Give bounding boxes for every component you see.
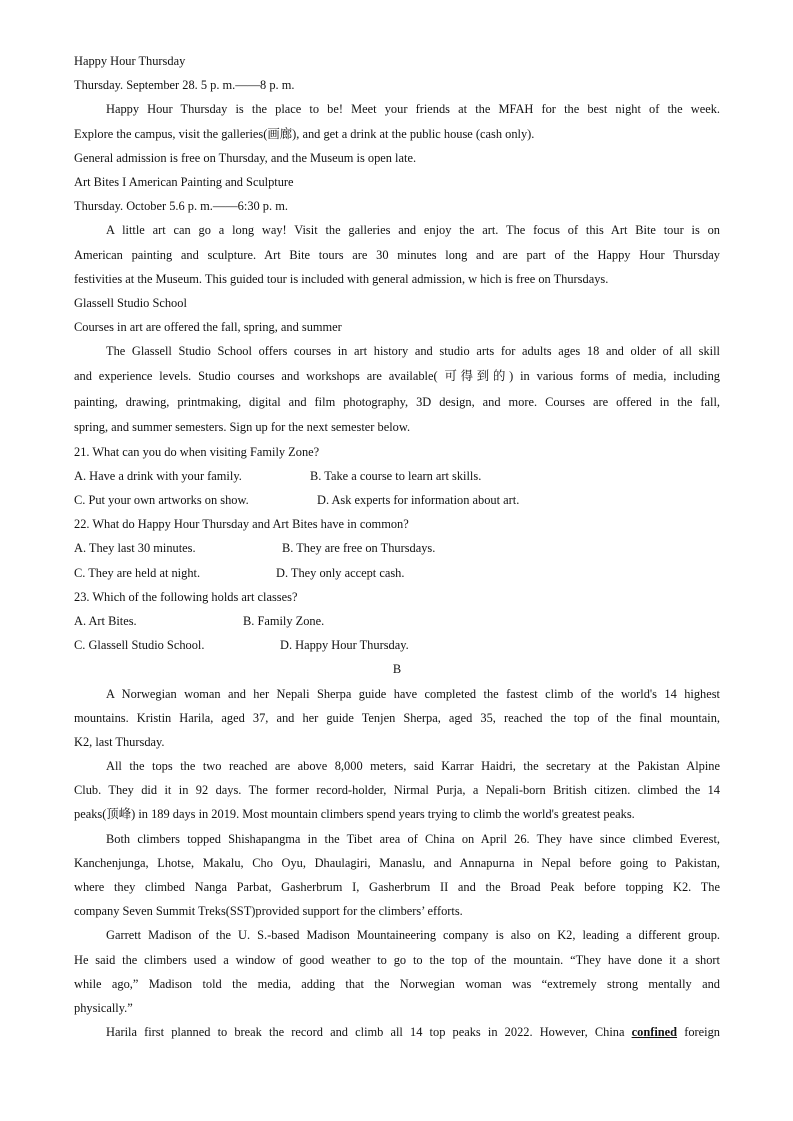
paragraph-line: Kanchenjunga, Lhotse, Makalu, Cho Oyu, Dhaulagiri, Manaslu, and Annapurna in Nepal before going to Pakistan,	[74, 855, 720, 870]
question-21-stem: 21. What can you do when visiting Family Zone?	[74, 444, 320, 459]
paragraph-line: A little art can go a long way! Visit the galleries and enjoy the art. The focus of this Art Bite tour is on	[106, 223, 720, 238]
question-23-options-row-1	[74, 609, 720, 633]
paragraph-line: and experience levels. Studio courses and workshops are available( 可得到的) in various forms of media, including	[74, 369, 720, 384]
question-21-option-d: D. Ask experts for information about art.	[317, 493, 520, 507]
event-time-happy-hour: Thursday. September 28. 5 p. m.——8 p. m.	[74, 78, 295, 93]
section-b-heading: B	[392, 662, 402, 677]
paragraph-line-with-keyword	[74, 1020, 720, 1044]
paragraph-line: where they climbed Nanga Parbat, Gasherbrum I, Gasherbrum II and the Broad Peak before topping K2. The	[74, 880, 720, 894]
paragraph-line: physically.”	[74, 1000, 133, 1015]
paragraph-line: He said the climbers used a window of good weather to go to the top of the mountain. “They have done it a short	[74, 952, 720, 967]
question-22-options-row-1	[74, 536, 720, 560]
question-21-options-row-2	[74, 488, 720, 512]
question-22-option-c: C. They are held at night.	[74, 565, 201, 580]
question-23-option-b: B. Family Zone.	[243, 613, 325, 628]
paragraph-line: Club. They did it in 92 days. The former record-holder, Nirmal Purja, a Nepali-born British citizen. climbed the 14	[74, 783, 720, 798]
paragraph-line: mountains. Kristin Harila, aged 37, and her guide Tenjen Sherpa, aged 35, reached the top of the final mountain,	[74, 710, 720, 725]
question-23-option-a: A. Art Bites.	[74, 613, 137, 628]
document-body	[74, 49, 720, 1044]
question-22-option-a: A. They last 30 minutes.	[74, 541, 196, 556]
paragraph-line: painting, drawing, printmaking, digital and film photography, 3D design, and more. Courses are offered in the fall,	[74, 395, 720, 410]
question-22-option-b: B. They are free on Thursdays.	[282, 541, 436, 556]
paragraph-line: All the tops the two reached are above 8,000 meters, said Karrar Haidri, the secretary at the Pakistan Alpine	[106, 759, 720, 774]
question-21-options-row-1	[74, 464, 720, 488]
question-21-option-c: C. Put your own artworks on show.	[74, 493, 249, 507]
event-title-happy-hour: Happy Hour Thursday	[74, 54, 186, 68]
paragraph-line: Garrett Madison of the U. S.-based Madison Mountaineering company is also on K2, leading a different group.	[106, 928, 720, 943]
event-title-glassell: Glassell Studio School	[74, 295, 187, 310]
paragraph-line: The Glassell Studio School offers courses in art history and studio arts for adults ages 18 and older of all skill	[106, 344, 720, 359]
paragraph-line: A Norwegian woman and her Nepali Sherpa guide have completed the fastest climb of the world's 14 highest	[106, 686, 720, 701]
paragraph-text: foreign	[684, 1025, 720, 1040]
question-22-options-row-2	[74, 561, 720, 585]
paragraph-line: General admission is free on Thursday, and the Museum is open late.	[74, 150, 417, 165]
event-title-art-bites: Art Bites I American Painting and Sculpture	[74, 174, 294, 189]
keyword-confined: confined	[631, 1025, 678, 1040]
paragraph-line: Both climbers topped Shishapangma in the Tibet area of China on April 26. They have since climbed Everest,	[106, 831, 720, 846]
event-subtitle-glassell: Courses in art are offered the fall, spring, and summer	[74, 320, 342, 335]
paragraph-line: festivities at the Museum. This guided tour is included with general admission, w hich is free on Thursdays.	[74, 271, 609, 286]
question-23-option-d: D. Happy Hour Thursday.	[280, 638, 409, 653]
event-time-art-bites: Thursday. October 5.6 p. m.——6:30 p. m.	[74, 199, 288, 214]
paragraph-line: American painting and sculpture. Art Bite tours are 30 minutes long and are part of the Happy Hour Thursday	[74, 247, 720, 262]
paragraph-line: Happy Hour Thursday is the place to be! Meet your friends at the MFAH for the best night of the week.	[106, 102, 720, 117]
question-22-stem: 22. What do Happy Hour Thursday and Art Bites have in common?	[74, 517, 409, 532]
paragraph-line: spring, and summer semesters. Sign up for the next semester below.	[74, 420, 411, 435]
question-23-stem: 23. Which of the following holds art classes?	[74, 589, 298, 604]
question-21-option-b: B. Take a course to learn art skills.	[310, 468, 482, 483]
paragraph-text: Harila first planned to break the record and climb all 14 top peaks in 2022. However, China	[106, 1025, 625, 1040]
paragraph-line: Explore the campus, visit the galleries(画廊), and get a drink at the public house (cash only).	[74, 126, 535, 141]
question-23-option-c: C. Glassell Studio School.	[74, 638, 205, 653]
paragraph-line: K2, last Thursday.	[74, 734, 165, 749]
paragraph-line: while ago,” Madison told the media, adding that the Norwegian woman was “extremely strong mentally and	[74, 976, 720, 991]
question-21-option-a: A. Have a drink with your family.	[74, 468, 242, 483]
paragraph-line: peaks(顶峰) in 189 days in 2019. Most mountain climbers spend years trying to climb the world's greatest peaks.	[74, 807, 635, 822]
question-22-option-d: D. They only accept cash.	[276, 565, 405, 580]
question-23-options-row-2	[74, 633, 720, 657]
paragraph-line: company Seven Summit Treks(SST)provided support for the climbers’ efforts.	[74, 904, 463, 919]
